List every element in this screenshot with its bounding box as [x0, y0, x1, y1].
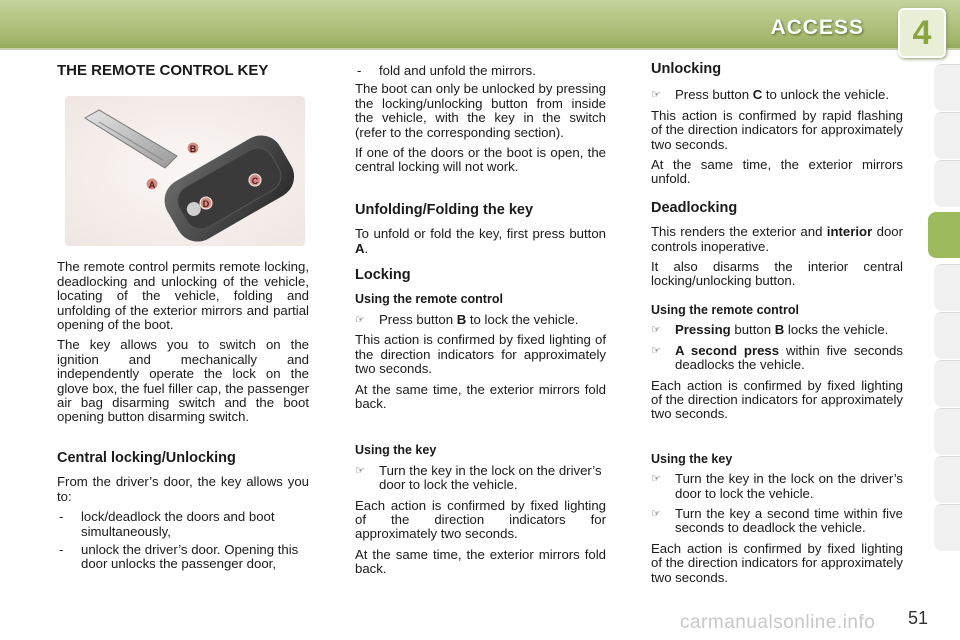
subheading-using-key: Using the key: [651, 451, 733, 466]
remote-confirm-paragraph: Each action is confirmed by fixed lighting of the direction indicators for approximately two seconds.: [651, 377, 903, 422]
list-item-text: fold and unfold the mirrors.: [379, 63, 536, 78]
side-tab[interactable]: [934, 64, 960, 111]
unlock-confirm-paragraph: This action is confirmed by rapid flashing of the direction indicators for approximately two seconds.: [651, 107, 903, 152]
list-item-text: Turn the key a second time within five seconds to deadlock the vehicle.: [675, 505, 903, 536]
watermark: carmanualsonline.info: [680, 612, 876, 633]
list-item: [355, 464, 606, 493]
subheading-using-key: Using the key: [355, 443, 437, 458]
chapter-number: 4: [912, 14, 932, 52]
finger-pointing-icon: ☞: [355, 464, 365, 477]
key-label-d: D: [202, 199, 210, 210]
key-label-b: B: [189, 144, 197, 155]
button-b-reference: B: [774, 322, 785, 338]
key-confirm-paragraph: Each action is confirmed by fixed lighting of the direction indicators for approximately two seconds.: [355, 497, 606, 542]
column-1: [57, 58, 309, 576]
chapter-side-tabs: [928, 64, 960, 576]
side-tab-active[interactable]: [928, 212, 960, 258]
finger-pointing-icon: ☞: [651, 89, 661, 102]
button-c-reference: C: [752, 87, 763, 103]
fold-key-text: To unfold or fold the key, first press button: [355, 226, 606, 242]
finger-pointing-icon: ☞: [651, 473, 661, 486]
heading-unlocking: Unlocking: [651, 61, 722, 77]
side-tab[interactable]: [934, 112, 960, 159]
boot-paragraph: The boot can only be unlocked by pressing the locking/unlocking button from inside the vehicle, with the key in the switch (refer to the corresponding section).: [355, 81, 606, 140]
list-item-text: Press button B to lock the vehicle.: [379, 311, 579, 327]
list-item: [651, 472, 903, 501]
disarm-paragraph: It also disarms the interior central locking/unlocking button.: [651, 259, 903, 289]
list-item: [57, 510, 309, 539]
dash-marker: -: [357, 63, 362, 78]
list-item: [651, 323, 903, 337]
side-tab[interactable]: [934, 160, 960, 207]
list-item: [651, 88, 903, 102]
open-door-paragraph: If one of the doors or the boot is open, the central locking will not work.: [355, 145, 606, 175]
column-3: [651, 58, 903, 591]
side-tab[interactable]: [934, 408, 960, 455]
intro-paragraph-2: The key allows you to switch on the ignition and mechanically and independently operate the lock on the glove box, the fuel filler cap, the passenger air bag disarming switch and the boot opening button disarming switch.: [57, 337, 309, 425]
list-item-text: Turn the key in the lock on the driver’s door to lock the vehicle.: [379, 462, 602, 493]
list-item-text: A second press within five seconds deadlocks the vehicle.: [675, 342, 903, 373]
list-item-text: Pressing button B locks the vehicle.: [675, 322, 889, 338]
subheading-remote-control: Using the remote control: [355, 292, 503, 307]
finger-pointing-icon: ☞: [651, 344, 661, 357]
dash-marker: -: [59, 541, 64, 557]
section-title-remote-control-key: THE REMOTE CONTROL KEY: [57, 62, 269, 79]
heading-unfolding-folding-key: Unfolding/Folding the key: [355, 201, 534, 218]
button-b-reference: B: [456, 311, 467, 327]
heading-locking: Locking: [355, 267, 411, 284]
side-tab[interactable]: [934, 456, 960, 503]
list-item-text: Turn the key in the lock on the driver’s door to lock the vehicle.: [675, 471, 903, 501]
key-mirrors-paragraph: At the same time, the exterior mirrors fold back.: [355, 546, 606, 577]
deadlocking-paragraph: This renders the exterior and interior door controls inoperative.: [651, 224, 903, 254]
remote-key-icon: [65, 96, 305, 246]
central-locking-paragraph: From the driver’s door, the key allows you to:: [57, 474, 309, 504]
locking-confirm-paragraph: This action is confirmed by fixed lighting of the direction indicators for approximately two seconds.: [355, 332, 606, 377]
list-item: [355, 64, 606, 78]
column-2: [355, 58, 606, 583]
unlock-mirrors-paragraph: At the same time, the exterior mirrors unfold.: [651, 157, 903, 187]
button-a-reference: A: [355, 240, 365, 256]
list-item: [57, 543, 309, 572]
list-item-text: lock/deadlock the doors and boot simultaneously,: [81, 509, 275, 539]
interior-emphasis: interior: [826, 224, 873, 240]
subheading-remote-control: Using the remote control: [651, 302, 799, 317]
finger-pointing-icon: ☞: [355, 313, 365, 326]
list-item-text: Press button C to unlock the vehicle.: [675, 87, 890, 103]
key-confirm-paragraph: Each action is confirmed by fixed lighting of the direction indicators for approximately two seconds.: [651, 540, 903, 585]
intro-paragraph-1: The remote control permits remote locking, deadlocking and unlocking of the vehicle, locating of the vehicle, folding and unfolding of the exterior mirrors and partial opening of the boot.: [57, 259, 309, 333]
list-item: [355, 313, 606, 327]
side-tab[interactable]: [934, 504, 960, 551]
locking-mirrors-paragraph: At the same time, the exterior mirrors fold back.: [355, 381, 606, 411]
list-item-text: unlock the driver’s door. Opening this door unlocks the passenger door,: [81, 541, 299, 572]
list-item: [651, 344, 903, 373]
heading-central-locking: Central locking/Unlocking: [57, 449, 236, 466]
heading-deadlocking: Deadlocking: [651, 199, 738, 216]
remote-key-illustration: [65, 96, 305, 246]
side-tab[interactable]: [934, 312, 960, 359]
fold-key-paragraph: [355, 227, 606, 256]
finger-pointing-icon: ☞: [651, 324, 661, 337]
key-label-a: A: [148, 180, 156, 191]
dash-marker: -: [59, 509, 64, 525]
list-item: [651, 507, 903, 536]
page-number: 51: [907, 608, 928, 628]
finger-pointing-icon: ☞: [651, 507, 661, 520]
key-label-c: C: [251, 176, 259, 187]
fold-key-text-end: .: [364, 240, 369, 256]
chapter-number-badge: [898, 8, 946, 58]
side-tab[interactable]: [934, 264, 960, 311]
side-tab[interactable]: [934, 360, 960, 407]
chapter-title: ACCESS: [770, 16, 864, 39]
header-divider: [0, 44, 960, 50]
